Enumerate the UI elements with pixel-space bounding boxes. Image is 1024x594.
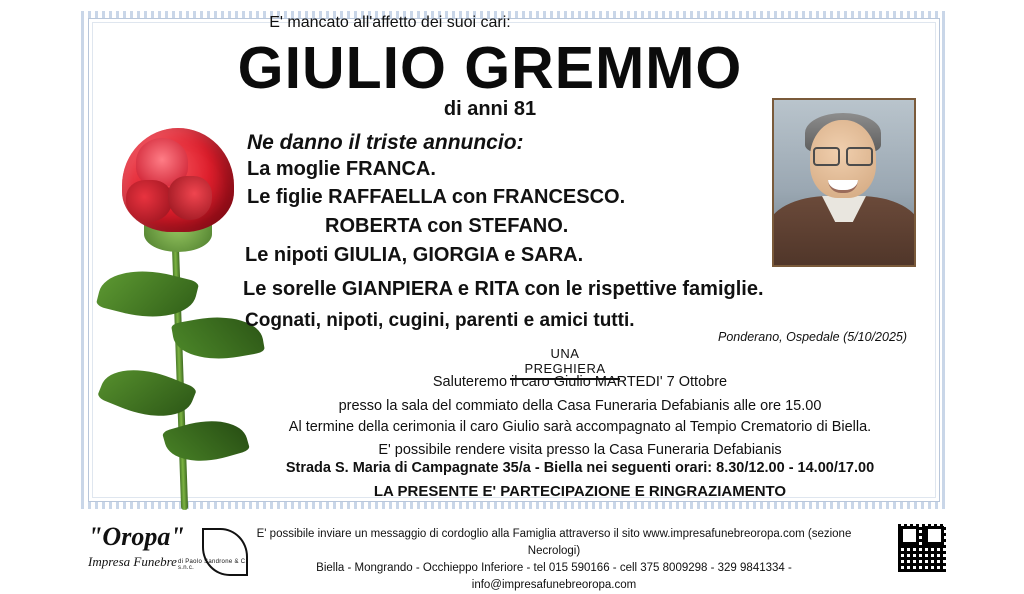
- closing-statement: LA PRESENTE E' PARTECIPAZIONE E RINGRAZIAMENTO: [373, 483, 787, 500]
- rose-petal: [168, 176, 212, 220]
- family-line: Le sorelle GIANPIERA e RITA con le rispettive famiglie.: [243, 278, 764, 300]
- visit-address: Strada S. Maria di Campagnate 35/a - Biella nei seguenti orari: 8.30/12.00 - 14.00/17.00: [285, 460, 875, 476]
- footer-line-website: E' possibile inviare un messaggio di cordoglio alla Famiglia attraverso il sito www.impresafunebreoropa.com (sezione Necrologi): [256, 528, 852, 557]
- ceremony-detail: Al termine della cerimonia il caro Giulio sarà accompagnato al Tempio Crematorio di Biella.: [288, 419, 872, 435]
- visit-detail: E' possibile rendere visita presso la Casa Funeraria Defabianis: [378, 442, 782, 458]
- rose-leaf: [162, 410, 250, 472]
- prayer-heading: UNA PREGHIERA: [510, 346, 620, 380]
- family-line: Le figlie RAFFAELLA con FRANCESCO.: [247, 186, 626, 208]
- footer-line-contacts: Biella - Mongrando - Occhieppo Inferiore - tel 015 590166 - cell 375 8009298 - 329 9841334 - info@impresafunebreoropa.com: [316, 562, 792, 591]
- rose-stem: [171, 215, 188, 510]
- ceremony-detail: presso la sala del commiato della Casa Funeraria Defabianis alle ore 15.00: [338, 398, 822, 414]
- company-logo: [82, 522, 252, 574]
- family-line: Le nipoti GIULIA, GIORGIA e SARA.: [245, 244, 584, 266]
- deceased-portrait-photo: [772, 98, 916, 267]
- glasses-icon: [813, 147, 873, 162]
- family-line: La moglie FRANCA.: [247, 158, 436, 180]
- deceased-name: GIULIO GREMMO: [237, 35, 743, 101]
- family-line: Cognati, nipoti, cugini, parenti e amici tutti.: [245, 310, 635, 331]
- logo-subtitle-small: di Paolo Sandrone & C. s.n.c.: [178, 559, 248, 571]
- lead-text: E' mancato all'affetto dei suoi cari:: [269, 14, 511, 31]
- place-and-date: Ponderano, Ospedale (5/10/2025): [718, 330, 908, 344]
- announcement-heading: Ne danno il triste annuncio:: [247, 131, 524, 154]
- qr-code-icon[interactable]: [896, 522, 948, 574]
- logo-name: "Oropa": [88, 522, 185, 551]
- rose-leaf: [96, 259, 200, 329]
- red-rose-image: [96, 120, 266, 510]
- rose-petal: [126, 180, 172, 222]
- family-line: ROBERTA con STEFANO.: [325, 215, 569, 237]
- deceased-age: di anni 81: [443, 98, 537, 120]
- ceremony-detail: Saluteremo il caro Giulio MARTEDI' 7 Ottobre: [432, 374, 728, 390]
- footer-contact-block: [234, 526, 874, 594]
- logo-subtitle: Impresa Funebre: [88, 554, 177, 569]
- footer: [74, 516, 954, 591]
